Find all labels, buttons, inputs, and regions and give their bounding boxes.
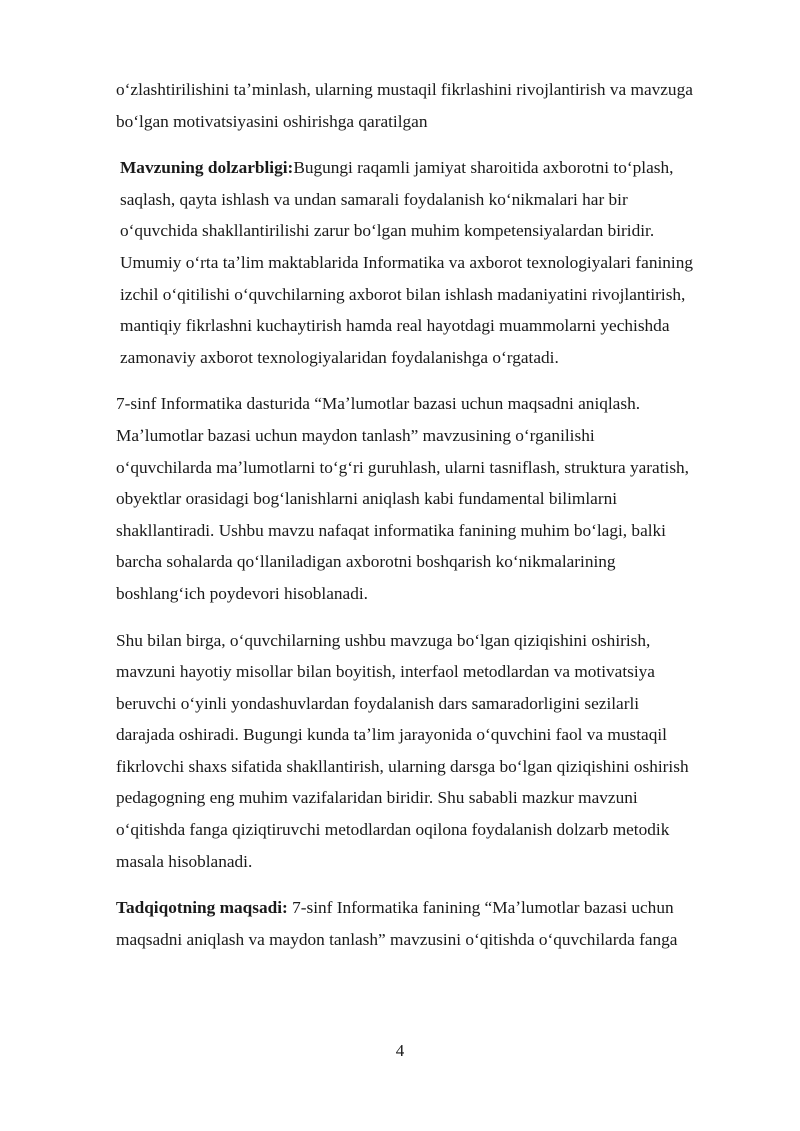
text-line: oʻquvchida shakllantirilishi zarur boʻlgan muhim kompetensiyalardan biridir. [120,221,655,241]
text-line: saqlash, qayta ishlash va undan samarali foydalanish koʻnikmalari har bir [120,189,628,209]
text-line: oʻquvchilarda maʼlumotlarni toʻgʻri guruhlash, ularni tasniflash, struktura yaratish, [116,457,690,477]
text-line: mantiqiy fikrlashni kuchaytirish hamda real hayotdagi muammolarni yechishda [120,316,670,336]
text-line: barcha sohalarda qoʻllaniladigan axborotni boshqarish koʻnikmalarining [116,552,616,572]
text-line: 7-sinf Informatika dasturida “Maʼlumotlar bazasi uchun maqsadni aniqlash. [116,394,641,414]
paragraph-relevance [116,152,746,373]
text-line: masala hisoblanadi. [116,851,253,871]
text-line: pedagogning eng muhim vazifalaridan biridir. Shu sababli mazkur mavzuni [116,788,638,808]
paragraph-curriculum [116,388,746,609]
text-run: 7-sinf Informatika fanining “Maʼlumotlar bazasi uchun [287,898,674,918]
paragraph-motivation [116,625,746,878]
text-line: shakllantiradi. Ushbu mavzu nafaqat informatika fanining muhim boʻlagi, balki [116,520,666,540]
paragraph-research-goal [116,892,746,955]
text-line: Umumiy oʻrta taʼlim maktablarida Informatika va axborot texnologiyalari fanining [120,252,693,272]
text-line: oʻqitishda fanga qiziqtiruvchi metodlardan oqilona foydalanish dolzarb metodik [116,820,670,840]
text-line [120,152,746,184]
text-line: beruvchi oʻyinli yondashuvlardan foydalanish dars samaradorligini sezilarli [116,693,640,713]
text-line: izchil oʻqitilishi oʻquvchilarning axborot bilan ishlash madaniyatini rivojlantirish, [120,284,686,304]
page-number: 4 [395,1041,405,1060]
page-body [116,74,746,955]
section-heading-goal: Tadqiqotning maqsadi: [116,898,288,918]
text-line: boshlangʻich poydevori hisoblanadi. [116,583,368,603]
text-line: fikrlovchi shaxs sifatida shakllantirish, ularning darsga boʻlgan qiziqishini oshirish [116,756,689,776]
text-line: boʻlgan motivatsiyasini oshirishga qaratilgan [116,111,428,131]
paragraph-intro-continuation [116,74,746,137]
text-line: oʻzlashtirilishini taʼminlash, ularning mustaqil fikrlashini rivojlantirish va mavzuga [116,80,693,99]
text-line: darajada oshiradi. Bugungi kunda taʼlim jarayonida oʻquvchini faol va mustaqil [116,725,667,745]
section-heading-relevance: Mavzuning dolzarbligi: [120,158,294,178]
text-line: obyektlar orasidagi bogʻlanishlarni aniqlash kabi fundamental bilimlarni [116,489,618,509]
text-line: maqsadni aniqlash va maydon tanlash” mavzusini oʻqitishda oʻquvchilarda fanga [116,929,678,949]
text-line: mavzuni hayotiy misollar bilan boyitish, interfaol metodlardan va motivatsiya [116,662,655,682]
text-line: Maʼlumotlar bazasi uchun maydon tanlash” mavzusining oʻrganilishi [116,425,595,445]
text-line: zamonaviy axborot texnologiyalaridan foydalanishga oʻrgatadi. [120,347,559,367]
text-line [116,892,746,924]
text-line: Shu bilan birga, oʻquvchilarning ushbu mavzuga boʻlgan qiziqishini oshirish, [116,630,651,650]
text-run: Bugungi raqamli jamiyat sharoitida axborotni toʻplash, [293,158,674,178]
